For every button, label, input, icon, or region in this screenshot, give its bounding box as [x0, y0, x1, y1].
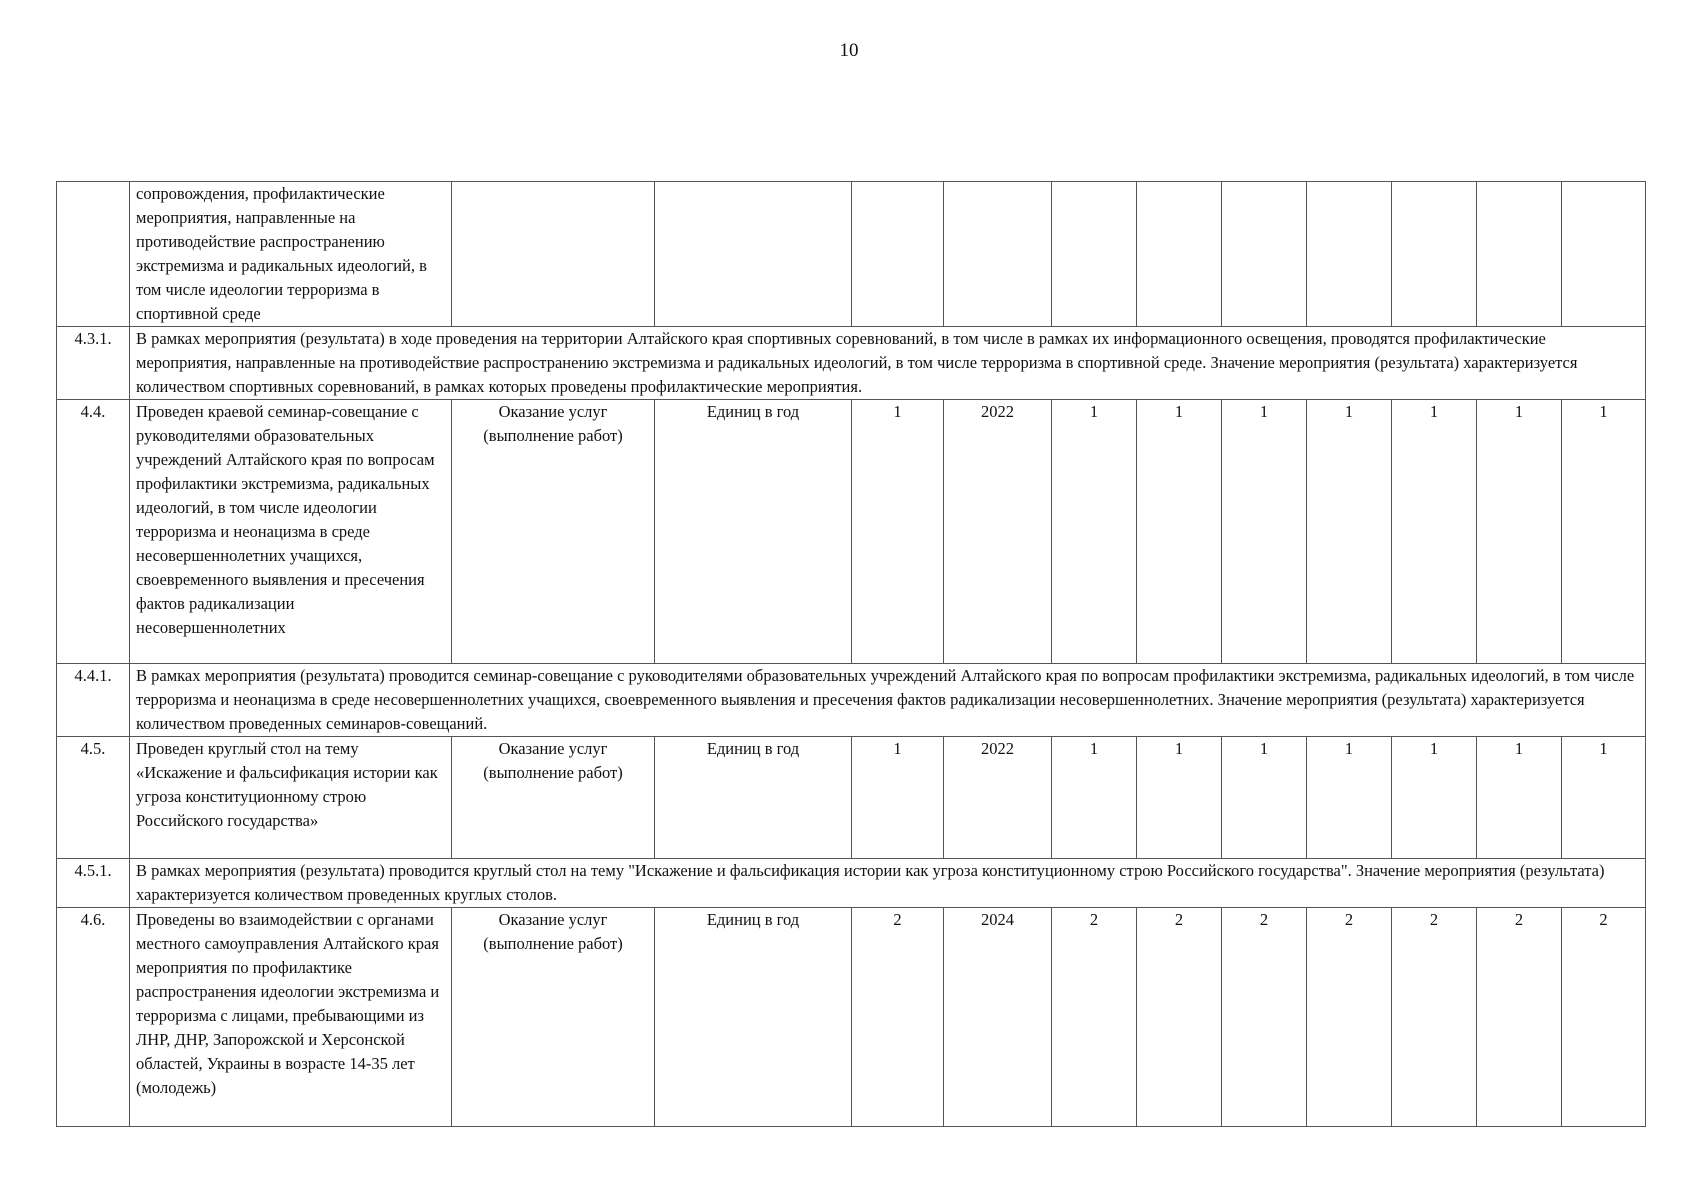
row-number: 4.5.1.	[57, 859, 130, 908]
year-value: 2	[1562, 908, 1646, 1127]
base-value: 1	[852, 737, 944, 859]
year-value: 2	[1477, 908, 1562, 1127]
year-value: 1	[1137, 400, 1222, 664]
table-row	[57, 327, 1646, 400]
year-value: 1	[1477, 737, 1562, 859]
year-value: 2	[1307, 908, 1392, 1127]
row-number: 4.6.	[57, 908, 130, 1127]
unit-of-measure: Единиц в год	[655, 737, 852, 859]
year-value: 1	[1052, 737, 1137, 859]
result-description: В рамках мероприятия (результата) проводится семинар-совещание с руководителями образовательных учреждений Алтайского края по вопросам профилактики экстремизма, радикальных идеологий, в том числе терроризма и неонацизма в среде несовершеннолетних учащихся, своевременного выявления и пресечения фактов радикализации несовершеннолетних. Значение мероприятия (результата) характеризуется количеством проведенных семинаров-совещаний.	[130, 664, 1646, 737]
year-value: 1	[1307, 400, 1392, 664]
table-row	[57, 737, 1646, 859]
year-value: 2	[1222, 908, 1307, 1127]
year-value: 2	[1052, 908, 1137, 1127]
year-value: 2	[1137, 908, 1222, 1127]
table-row	[57, 859, 1646, 908]
year-value: 1	[1137, 737, 1222, 859]
base-year: 2022	[944, 400, 1052, 664]
year-value: 1	[1392, 400, 1477, 664]
year-value: 1	[1562, 400, 1646, 664]
base-year: 2022	[944, 737, 1052, 859]
base-year: 2024	[944, 908, 1052, 1127]
year-value: 1	[1562, 737, 1646, 859]
year-value: 2	[1392, 908, 1477, 1127]
unit-of-measure: Единиц в год	[655, 908, 852, 1127]
year-value: 1	[1052, 400, 1137, 664]
result-name: Проведен круглый стол на тему «Искажение и фальсификация истории как угроза конституционному строю Российского государства»	[130, 737, 452, 859]
year-value: 1	[1307, 737, 1392, 859]
row-number: 4.4.	[57, 400, 130, 664]
result-name: сопровождения, профилактические мероприятия, направленные на противодействие распространению экстремизма и радикальных идеологий, в том числе идеологии терроризма в спортивной среде	[130, 182, 452, 327]
row-number: 4.3.1.	[57, 327, 130, 400]
base-value: 1	[852, 400, 944, 664]
result-description: В рамках мероприятия (результата) в ходе проведения на территории Алтайского края спортивных соревнований, в том числе в рамках их информационного освещения, проводятся профилактические мероприятия, направленные на противодействие распространению экстремизма и радикальных идеологий, в том числе терроризма в спортивной среде. Значение мероприятия (результата) характеризуется количеством спортивных соревнований, в рамках которых проведены профилактические мероприятия.	[130, 327, 1646, 400]
result-name: Проведен краевой семинар-совещание с руководителями образовательных учреждений Алтайского края по вопросам профилактики экстремизма, радикальных идеологий, в том числе идеологии терроризма и неонацизма в среде несовершеннолетних учащихся, своевременного выявления и пресечения фактов радикализации несовершеннолетних	[130, 400, 452, 664]
year-value: 1	[1392, 737, 1477, 859]
row-number: 4.4.1.	[57, 664, 130, 737]
result-description: В рамках мероприятия (результата) проводится круглый стол на тему "Искажение и фальсификация истории как угроза конституционному строю Российского государства". Значение мероприятия (результата) характеризуется количеством проведенных круглых столов.	[130, 859, 1646, 908]
results-table	[56, 181, 1646, 1127]
year-value: 1	[1222, 400, 1307, 664]
table-row	[57, 664, 1646, 737]
table-row	[57, 908, 1646, 1127]
unit-of-measure: Единиц в год	[655, 400, 852, 664]
row-number: 4.5.	[57, 737, 130, 859]
base-value: 2	[852, 908, 944, 1127]
year-value: 1	[1222, 737, 1307, 859]
table-row	[57, 400, 1646, 664]
table-row	[57, 182, 1646, 327]
page-number: 10	[839, 40, 859, 61]
year-value: 1	[1477, 400, 1562, 664]
result-type: Оказание услуг (выполнение работ)	[452, 908, 655, 1127]
result-type: Оказание услуг (выполнение работ)	[452, 737, 655, 859]
result-name: Проведены во взаимодействии с органами местного самоуправления Алтайского края мероприятия по профилактике распространения идеологии экстремизма и терроризма с лицами, пребывающими из ЛНР, ДНР, Запорожской и Херсонской областей, Украины в возрасте 14-35 лет (молодежь)	[130, 908, 452, 1127]
row-number	[57, 182, 130, 327]
result-type: Оказание услуг (выполнение работ)	[452, 400, 655, 664]
